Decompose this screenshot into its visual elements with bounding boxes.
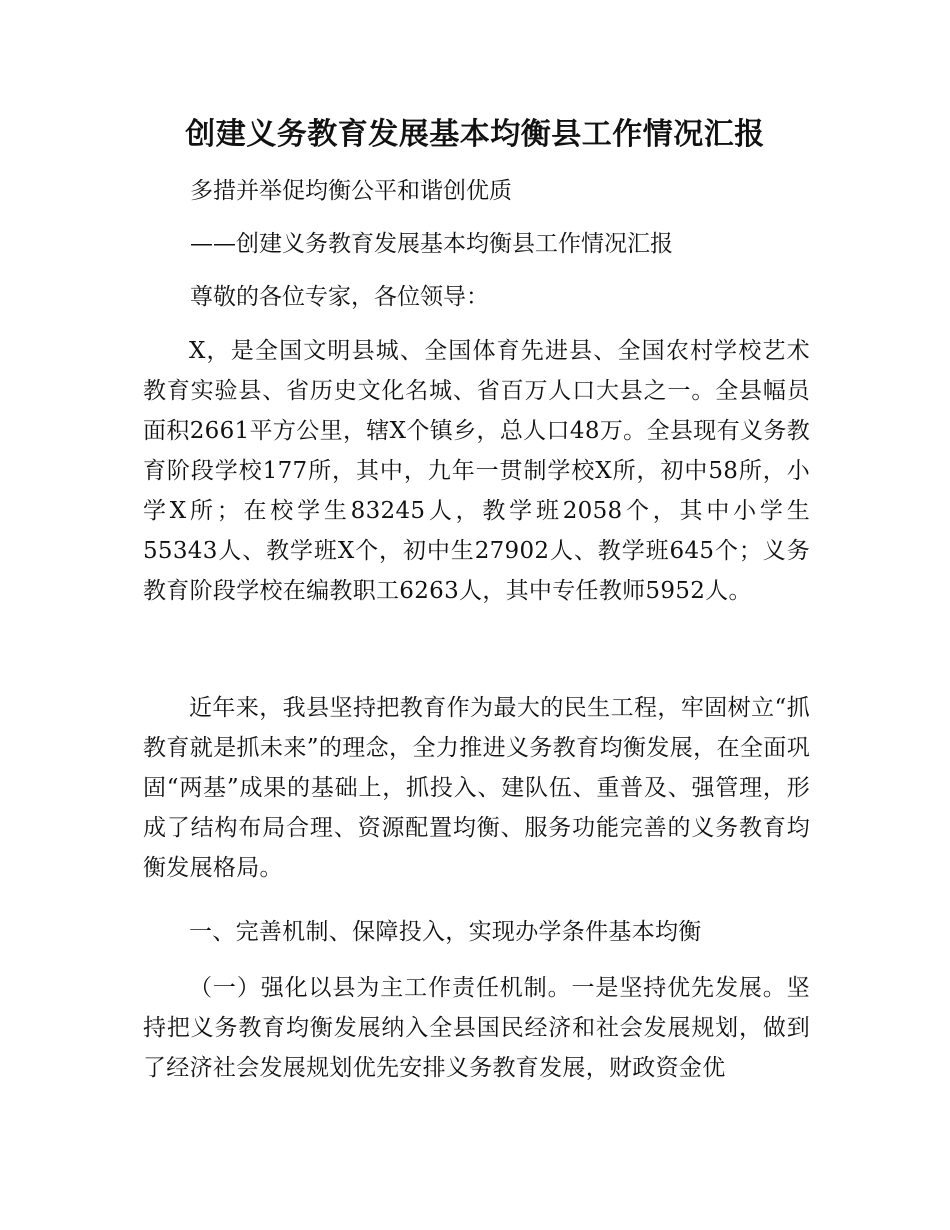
document-subtitle: 多措并举促均衡公平和谐创优质 (190, 178, 512, 204)
document-title: 创建义务教育发展基本均衡县工作情况汇报 (185, 117, 765, 152)
paragraph-section-1-1: （一）强化以县为主工作责任机制。一是坚持优先发展。坚持把义务教育均衡发展纳入全县国民经济和社会发展规划，做到了经济社会发展规划优先安排义务教育发展，财政资金优 (143, 975, 810, 1081)
section-heading-1: 一、完善机制、保障投入，实现办学条件基本均衡 (189, 919, 702, 945)
salutation: 尊敬的各位专家，各位领导： (190, 284, 489, 310)
paragraph-overview: 近年来，我县坚持把教育作为最大的民生工程，牢固树立“抓教育就是抓未来”的理念，全力推进义务教育均衡发展，在全面巩固“两基”成果的基础上，抓投入、建队伍、重普及、强管理，形成了结构布局合理、资源配置均衡、服务功能完善的义务教育均衡发展格局。 (143, 695, 810, 881)
paragraph-intro: X，是全国文明县城、全国体育先进县、全国农村学校艺术教育实验县、省历史文化名城、省百万人口大县之一。全县幅员面积2661平方公里，辖X个镇乡，总人口48万。全县现有义务教育阶段学校177所，其中，九年一贯制学校X所，初中58所，小学X所；在校学生83245人，教学班2058个，其中小学生55343人、教学班X个，初中生27902人、教学班645个；义务教育阶段学校在编教职工6263人，其中专任教师5952人。 (143, 338, 810, 604)
document-subtitle-2: ——创建义务教育发展基本均衡县工作情况汇报 (190, 231, 673, 257)
